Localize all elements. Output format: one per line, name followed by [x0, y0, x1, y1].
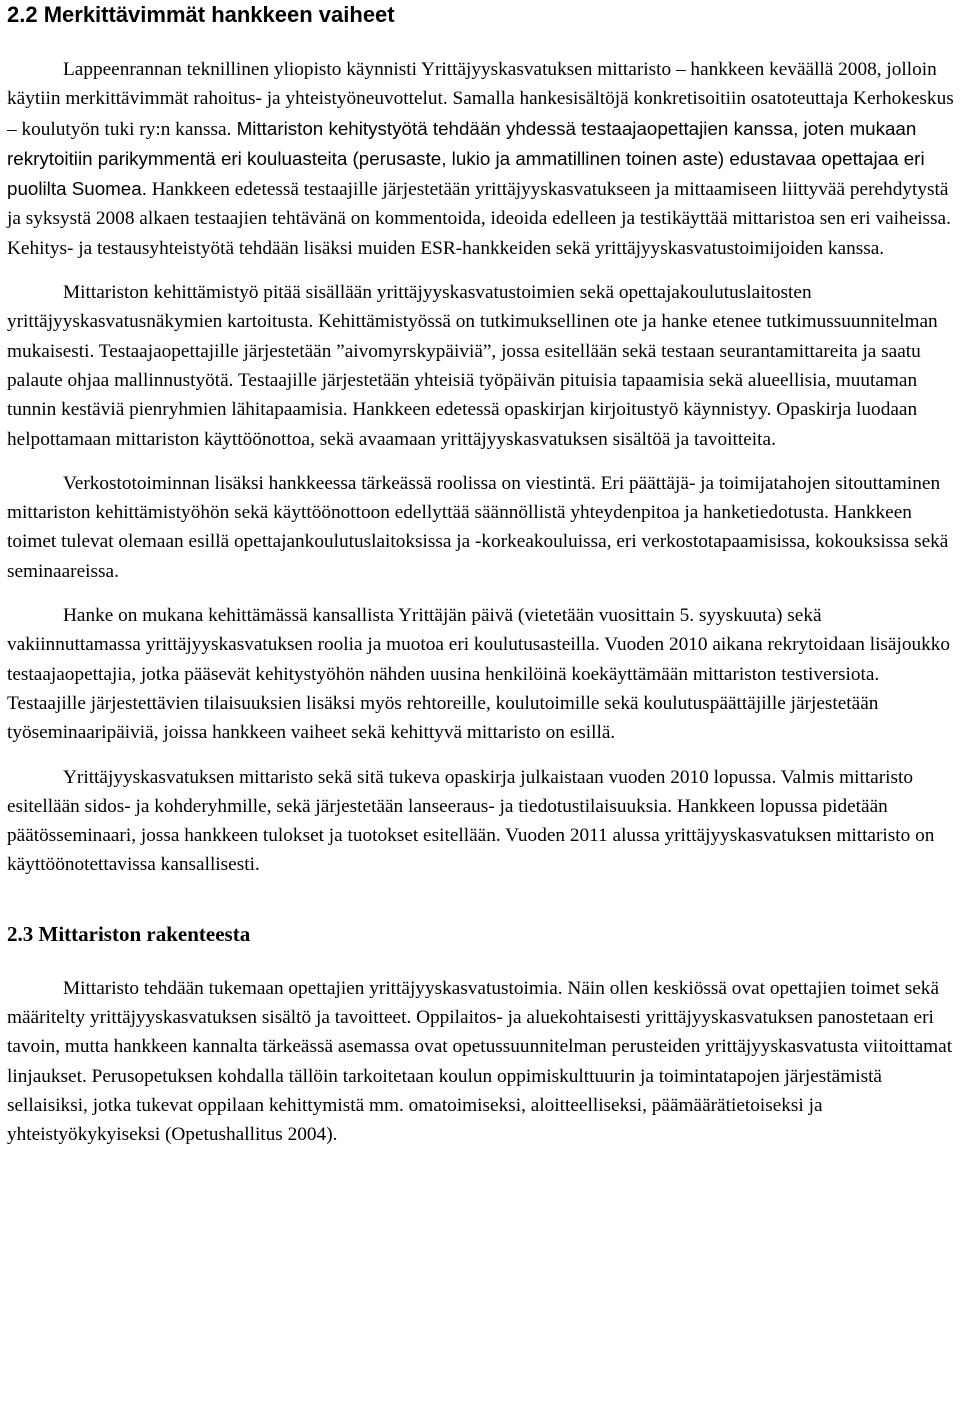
paragraph-text-part: Kehitys- ja testausyhteistyötä tehdään lisäksi muiden ESR-hankkeiden sekä yrittäjyyskasvatustoimijoiden kanssa. — [7, 237, 885, 259]
paragraph: Verkostotoiminnan lisäksi hankkeessa tärkeässä roolissa on viestintä. Eri päättäjä- ja toimijatahojen sitouttaminen mittariston kehittämistyöhön sekä käyttöönottoon edellyttää säännöllistä yhteydenpitoa ja hanketiedotusta. Hankkeen toimet tulevat olemaan esillä opettajankoulutuslaitoksissa ja -korkeakouluissa, eri verkostotapaamisissa, kokouksissa sekä seminaareissa. — [7, 472, 949, 582]
section-merkittavimmat-vaiheet — [7, 0, 955, 880]
section-heading: 2.3 Mittariston rakenteesta — [7, 921, 251, 946]
paragraph-text-part: Hankkeen edetessä testaajille järjestetään yrittäjyyskasvatukseen ja mittaamiseen liittyvää perehdytystä ja syksystä 2008 alkaen testaajien tehtävänä on kommentoida, ideoida edelleen ja testikäyttää mittaristoa sen eri vaiheissa. — [7, 179, 951, 230]
paragraph: Hanke on mukana kehittämässä kansallista Yrittäjän päivä (vietetään vuosittain 5. syyskuuta) sekä vakiinnuttamassa yrittäjyyskasvatuksen roolia ja muotoa eri koulutusasteilla. Vuoden 2010 aikana rekrytoidaan lisäjoukko testaajaopettajia, jotka pääsevät kehitystyöhön nähden uusina henkilöinä koekäyttämään mittariston testiversiota. Testaajille järjestettävien tilaisuuksien lisäksi myös rehtoreille, koulutoimille sekä koulutuspäättäjille järjestetään työseminaaripäiviä, joissa hankkeen vaiheet sekä kehittyvä mittaristo on esillä. — [7, 605, 951, 744]
paragraph: Mittaristo tehdään tukemaan opettajien yrittäjyyskasvatustoimia. Näin ollen keskiössä ovat opettajien toimet sekä määritelty yrittäjyyskasvatuksen sisältö ja tavoitteet. Oppilaitos- ja aluekohtaisesti yrittäjyyskasvatuksen panostetaan eri tavoin, mutta hankkeen kannalta tärkeässä asemassa ovat opetussuunnitelman perusteiden yrittäjyyskasvatusta viitoittamat linjaukset. Perusopetuksen kohdalla tällöin tarkoitetaan koulun oppimiskulttuurin ja toimintatapojen järjestämistä sellaisiksi, jotka tukevat oppilaan kehittymistä mm. omatoimiseksi, aloitteelliseksi, päämäärätietoiseksi ja yhteistyökykyiseksi (Opetushallitus 2004). — [7, 977, 953, 1146]
document-page — [7, 0, 955, 1150]
paragraph-text-part: Lappeenrannan teknillinen yliopisto käynnisti Yrittäjyyskasvatuksen mittaristo – hankkeen keväällä 2008, jolloin käytiin merkittävimmät rahoitus- ja yhteistyöneuvottelut. Samalla hankesisältöjä konkretisoitiin osatoteuttaja Kerhokeskus – koulutyön tuki ry:n kanssa. — [7, 59, 954, 140]
paragraph-text-part: Mittariston kehitystyötä tehdään yhdessä testaajaopettajien kanssa, joten mukaan rekrytoitiin parikymmentä eri kouluasteita (perusaste, lukio ja ammatillinen toinen aste) edustavaa opettajaa eri puolilta Suomea. — [7, 117, 925, 200]
section-mittariston-rakenteesta — [7, 920, 955, 1150]
section-heading: 2.2 Merkittävimmät hankkeen vaiheet — [7, 2, 395, 27]
paragraph — [7, 55, 955, 263]
paragraph: Yrittäjyyskasvatuksen mittaristo sekä sitä tukeva opaskirja julkaistaan vuoden 2010 lopussa. Valmis mittaristo esitellään sidos- ja kohderyhmille, sekä järjestetään lanseeraus- ja tiedotustilaisuuksia. Hankkeen lopussa pidetään päätösseminaari, jossa hankkeen tulokset ja tuotokset esitellään. Vuoden 2011 alussa yrittäjyyskasvatuksen mittaristo on käyttöönotettavissa kansallisesti. — [7, 766, 935, 876]
paragraph: Mittariston kehittämistyö pitää sisällään yrittäjyyskasvatustoimien sekä opettajakoulutuslaitosten yrittäjyyskasvatusnäkymien kartoitusta. Kehittämistyössä on tutkimuksellinen ote ja hanke etenee tutkimussuunnitelman mukaisesti. Testaajaopettajille järjestetään ”aivomyrskypäiviä”, jossa esitellään sekä testaan seurantamittareita ja saatu palaute ohjaa mallinnustyötä. Testaajille järjestetään yhteisiä työpäivän pituisia tapaamisia sekä alueellisia, muutaman tunnin kestäviä pienryhmien lähitapaamisia. Hankkeen edetessä opaskirjan kirjoitustyö käynnistyy. Opaskirja luodaan helpottamaan mittariston käyttöönottoa, sekä avaamaan yrittäjyyskasvatuksen sisältöä ja tavoitteita. — [7, 282, 938, 450]
